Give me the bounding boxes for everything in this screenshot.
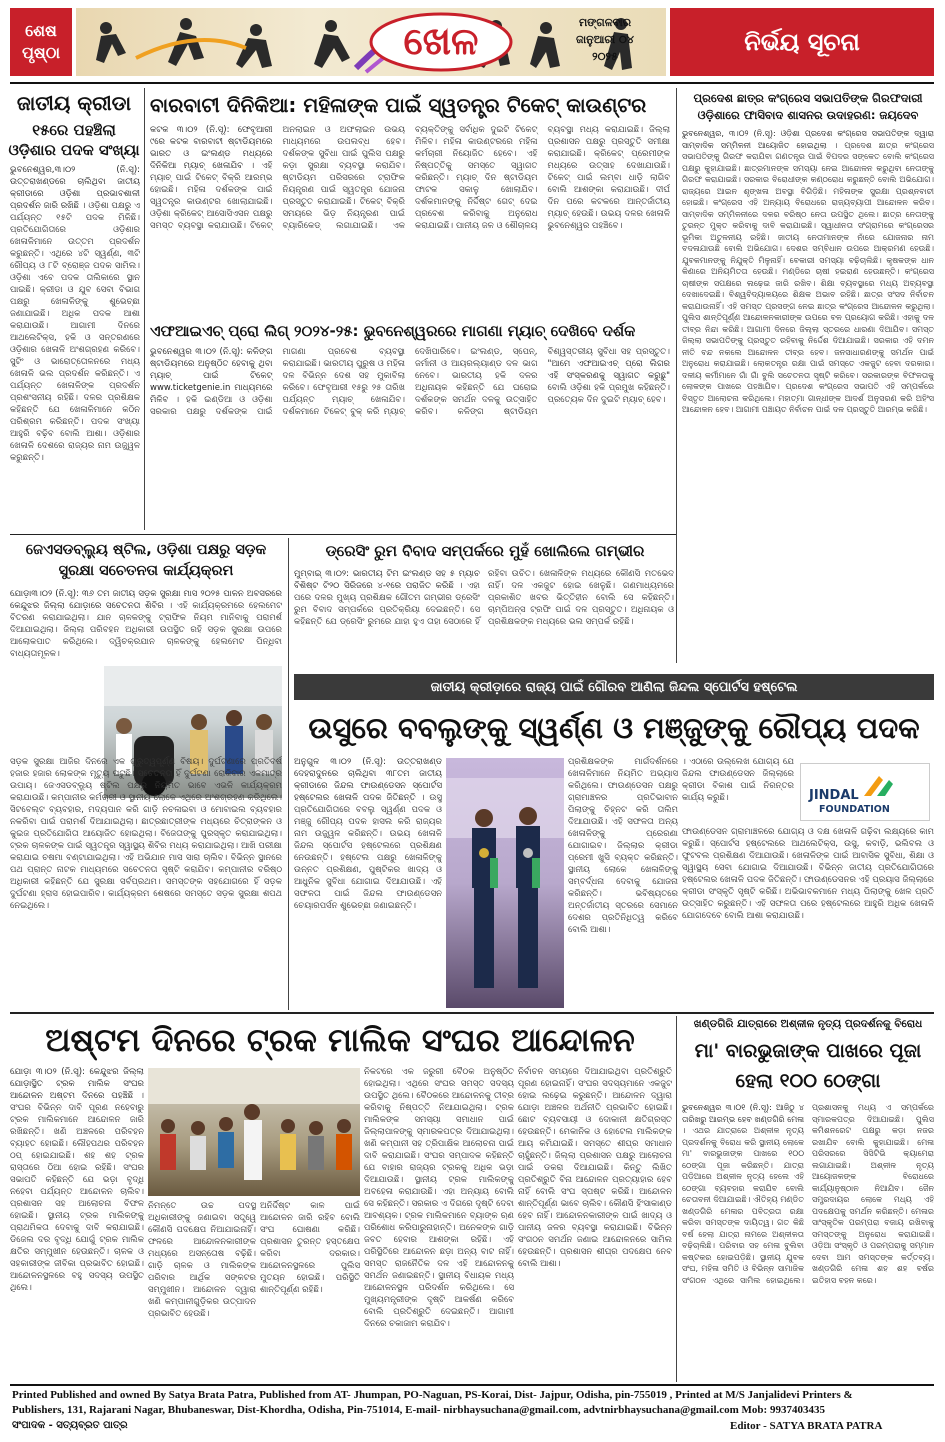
jindal-logo-sub: FOUNDATION	[819, 804, 890, 815]
truck-body-mid2: ଅନିର୍ଦ୍ଦିଷ୍ଟ କାଳ ପାଇଁ ଆନ୍ଦୋଳନ ଜାରି ରହିବ ବୋଲି ସଂଘ ଘୋଷଣା କରିଛି। ପ୍ରଶାସନ ତୁରନ୍ତ ହସ୍ତକ୍ଷେପ କରିବା ଦରକାର। ଆନ୍ଦୋଳନସ୍ଥଳରେ ପୁଲିସ ମୁତୟନ ହୋଇଛି। ପରିସ୍ଥିତି ଶାନ୍ତିପୂର୍ଣ୍ଣ ରହିଛି।	[260, 1201, 360, 1295]
paper-name: ନିର୍ଭୟ ସୂଚନା	[670, 8, 934, 76]
jindal-body-right2: ଫାଉଣ୍ଡେସନ ଗ୍ରାମାଞ୍ଚଳରେ ଯୋଗ୍ୟ ଓ ଦକ୍ଷ ଖେଳାଳି ଗଢ଼ିବା ଲକ୍ଷ୍ୟରେ କାମ କରୁଛି। ସ୍ପୋର୍ଟସ ହଷ୍ଟେଲରେ ଆଥଲେଟିକ୍ସ, ଉସୁ, କବାଡ଼ି, ଭଲିବଲ ଓ ଫୁଟବଲ ପ୍ରଶିକ୍ଷଣ ଦିଆଯାଉଛି। ଖେଳାଳିଙ୍କ ପାଇଁ ଆବାସିକ ସୁବିଧା, ଶିକ୍ଷା ଓ ସ୍ୱାସ୍ଥ୍ୟ ସେବା ଯୋଗାଇ ଦିଆଯାଉଛି। ବିଭିନ୍ନ ଜାତୀୟ ପ୍ରତିଯୋଗିତାରେ ହଷ୍ଟେଲର ଖେଳାଳି ପଦକ ଜିତିଛନ୍ତି। ଫାଉଣ୍ଡେସନର ଏହି ପ୍ରୟାସ ଜିଲ୍ଲାରେ କ୍ରୀଡା ସଂସ୍କୃତି ସୃଷ୍ଟି କରିଛି। ଅଭିଭାବକମାନେ ମଧ୍ୟ ପିଲାଙ୍କୁ ଖେଳ ପ୍ରତି ଉତ୍ସାହିତ କରୁଛନ୍ତି। ଏହି ସଫଳତା ପରେ ହଷ୍ଟେଲରେ ଆହୁରି ଅଧିକ ଖେଳାଳି ଯୋଗଦେବେ ବୋଲି ଆଶା କରାଯାଉଛି।	[682, 827, 934, 921]
issue-date	[550, 14, 660, 65]
imprint	[12, 1388, 934, 1418]
national-games-headline: ୧୫ରେ ପହଞ୍ଚିଲା ଓଡ଼ିଶାର ପଦକ ସଂଖ୍ୟା	[8, 121, 140, 159]
gambhir-body: ମୁମ୍ବାଇ୍ ୩।୦୨: ଭାରତୀୟ ଟିମ ଇଂଲଣ୍ଡ ସହ ୫ ମ୍ୟାଚ ବିଶିଷ୍ଟ ଟି୨୦ ସିରିଜରେ ୪-୧ରେ ପରାଜିତ କରିଛି । ଏହା ପରେ ଦଳର ମୁଖ୍ୟ ପ୍ରଶିକ୍ଷକ ଗୌତମ ଗମ୍ଭୀର ଡ୍ରେସିଂ ରୁମ ବିବାଦ ସମ୍ପର୍କରେ ପ୍ରତିକ୍ରିୟା ଦେଇଛନ୍ତି। ସେ କହିଛନ୍ତି ଯେ ଡ୍ରେସିଂ ରୁମରେ ଯାହା ହୁଏ ତାହା ସେଠାରେ ହିଁ ରହିବା ଉଚିତ। ଖେଳାଳିଙ୍କ ମଧ୍ୟରେ କୌଣସି ମତଭେଦ ନାହିଁ। ଦଳ ଏକଜୁଟ ହୋଇ ଖେଳୁଛି। ଗଣମାଧ୍ୟମରେ ପ୍ରକାଶିତ ଖବର ଭିତ୍ତିହୀନ ବୋଲି ସେ କହିଛନ୍ତି। ଚାମ୍ପିଅନ୍ସ ଟ୍ରଫି ପାଇଁ ଦଳ ପ୍ରସ୍ତୁତ। ଅଧିନାୟକ ଓ ପ୍ରଶିକ୍ଷକଙ୍କ ମଧ୍ୟରେ ଭଲ ସମ୍ପର୍କ ରହିଛି।	[294, 569, 674, 627]
khandagiri-kicker: ଖଣ୍ଡଗିରି ଯାତ୍ରାରେ ଅଶ୍ଳୀଳ ନୃତ୍ୟ ପ୍ରଦର୍ଶନକୁ ବିରୋଧ	[693, 1018, 923, 1030]
editor-odia: ସଂପାଦକ - ସତ୍ୟବ୍ରତ ପାତ୍ର	[12, 1420, 128, 1431]
fih-body: ଭୁବନେଶ୍ୱର ୩।୦୨ (ନି.ସୂ): କଳିଙ୍ଗ ଷ୍ଟାଡିୟମରେ ଅନୁଷ୍ଠିତ ହେବାକୁ ଥିବା ମ୍ୟାଚ୍ ପାଇଁ ଟିକେଟ୍ www.ticketgenie.in ମାଧ୍ୟମରେ ମିଳିବ । ହକି ଇଣ୍ଡିଆ ଓ ଓଡ଼ିଶା ସରକାର ପକ୍ଷରୁ ଦର୍ଶକଙ୍କ ପାଇଁ ମାଗଣା ପ୍ରବେଶ ବ୍ୟବସ୍ଥା କରାଯାଇଛି। ଭାରତୀୟ ପୁରୁଷ ଓ ମହିଳା ଦଳ ବିଭିନ୍ନ ଦେଶ ସହ ମୁକାବିଲା କରିବେ। ଫେବୃଆରୀ ୧୫ରୁ ୨୫ ତାରିଖ ପର୍ଯ୍ୟନ୍ତ ମ୍ୟାଚ୍ ଖେଳାଯିବ। ଦର୍ଶକମାନେ ଟିକେଟ୍ ବୁକ୍ କରି ମ୍ୟାଚ୍ ଦେଖିପାରିବେ। ଇଂଲଣ୍ଡ, ସ୍ପେନ୍, ଜର୍ମାନୀ ଓ ଆୟରଲ୍ୟାଣ୍ଡ ଦଳ ଭାଗ ନେବେ। ଭାରତୀୟ ହକି ଦଳର ଅଧିନାୟକ କହିଛନ୍ତି ଯେ ଘରୋଇ ଦର୍ଶକଙ୍କ ସମର୍ଥନ ଦଳକୁ ଉତ୍ସାହିତ କରିବ। କଳିଙ୍ଗ ଷ୍ଟାଡିୟମ ବିଶ୍ୱସ୍ତରୀୟ ସୁବିଧା ସହ ପ୍ରସ୍ତୁତ। "ଆମେ ଏଫଆଇଏଚ୍ ପ୍ରୋ ଲିଗର ଏହି ସଂସ୍କରଣକୁ ସ୍ୱାଗତ କରୁଛୁ" ବୋଲି ଓଡ଼ିଶା ହକି ପ୍ରମୁଖ କହିଛନ୍ତି। ପ୍ରତ୍ୟେକ ଦିନ ଦୁଇଟି ମ୍ୟାଚ୍ ହେବ।	[150, 347, 670, 417]
truck-body-col4: ନିର୍ବାଚନ ସମୟରେ ଦିଆଯାଇଥିବା ପ୍ରତିଶ୍ରୁତି ପୂରଣ ହୋଇନାହିଁ। ସଂଘର ସଦସ୍ୟମାନେ ଏକଜୁଟ ହୋଇ ଲଢ଼େଇ କରୁଛନ୍ତି। ଆନ୍ଦୋଳନ ଦ୍ୱାରା ଯୋଡ଼ା ଅଞ୍ଚଳର ଅର୍ଥନୀତି ପ୍ରଭାବିତ ହୋଇଛି। ଛୋଟ ବ୍ୟବସାୟୀ ଓ ଦୋକାନୀ କ୍ଷତିଗ୍ରସ୍ତ ହେଉଛନ୍ତି। ମେକାନିକ ଓ ହୋଟେଲ ମାଲିକଙ୍କ ଆୟ କମିଯାଇଛି। ସମସ୍ତେ ଶୀଘ୍ର ସମାଧାନ ଚାହୁଁଛନ୍ତି। ଜିଲ୍ଲା ପ୍ରଶାସନ ପକ୍ଷରୁ ଆଲୋଚନା ପାଇଁ ଡକରା ଦିଆଯାଇଛି। କିନ୍ତୁ ଲିଖିତ ପ୍ରତିଶ୍ରୁତି ବିନା ଆନ୍ଦୋଳନ ପ୍ରତ୍ୟାହାର ହେବ ନାହିଁ ବୋଲି ସଂଘ ସ୍ପଷ୍ଟ କରିଛି। ଆନ୍ଦୋଳନ ଶାନ୍ତିପୂର୍ଣ୍ଣ ଭାବେ ଚାଲିବ। କୌଣସି ହିଂସାକାଣ୍ଡ ହେବ ନାହିଁ। ଆନ୍ଦୋଳନକାରୀଙ୍କ ପାଇଁ ଖାଦ୍ୟ ଓ ପାନୀୟ ଜଳର ବ୍ୟବସ୍ଥା କରାଯାଇଛି। ବିଭିନ୍ନ ସଂଗଠନ ସମର୍ଥନ ଜଣାଇ ଆନ୍ଦୋଳନରେ ସାମିଲ ହେଉଛନ୍ତି। ପ୍ରଶାସନ ଶୀଘ୍ର ପଦକ୍ଷେପ ନେବ ବୋଲି ଆଶା।	[518, 1067, 672, 1269]
truck-strike-headline: ଅଷ୍ଟମ ଦିନରେ ଟ୍ରକ ମାଲିକ ସଂଘର ଆନ୍ଦୋଳନ	[45, 1021, 635, 1059]
jindal-logo-text: JINDAL	[809, 788, 859, 803]
jindal-foundation-logo	[800, 763, 930, 821]
truck-meeting-photo	[148, 1068, 360, 1196]
issue-day: ମଙ୍ଗଳବାର	[578, 16, 632, 29]
khandagiri-headline: ମା' ବାରଭୁଜାଙ୍କ ପାଖରେ ପୂଜା ହେଲା ୧୦୦ ଠେଙ୍ଗା	[694, 1040, 922, 1092]
truck-body-col3: ନିକଟରେ ଏକ ଜରୁରୀ ବୈଠକ ଅନୁଷ୍ଠିତ ହୋଇଥିଲା। ଏଥିରେ ସଂଘର ସମସ୍ତ ସଦସ୍ୟ ଉପସ୍ଥିତ ଥିଲେ। ବୈଠକରେ ଆନ୍ଦୋଳନକୁ ତୀବ୍ର କରିବାକୁ ନିଷ୍ପତ୍ତି ନିଆଯାଇଥିଲା। ଟ୍ରକ ମାଲିକଙ୍କ ସମସ୍ୟା ସମାଧାନ ପାଇଁ ଜିଲ୍ଲାପାଳଙ୍କୁ ସ୍ମାରକପତ୍ର ଦିଆଯାଇଥିଲା। ଖଣି କମ୍ପାନୀ ସହ ତ୍ରିପାକ୍ଷିକ ଆଲୋଚନା ପାଇଁ ଦାବି କରାଯାଇଛି। ସଂଘର ସମ୍ପାଦକ କହିଛନ୍ତି ଯେ ବାହାର ରାଜ୍ୟର ଟ୍ରକକୁ ଅଧିକ ଭଡ଼ା ଦିଆଯାଉଛି। ସ୍ଥାନୀୟ ଟ୍ରକ ମାଲିକଙ୍କୁ ଅବହେଳା କରାଯାଉଛି। ଏହା ଅନ୍ୟାୟ ବୋଲି ସେ କହିଛନ୍ତି। ସରକାର ଏ ଦିଗରେ ଦୃଷ୍ଟି ଦେବା ଆବଶ୍ୟକ। ଟ୍ରକ ମାଲିକମାନେ ବ୍ୟାଙ୍କ ଋଣ ପରିଶୋଧ କରିପାରୁନାହାନ୍ତି। ଅନେକଙ୍କ ଗାଡ଼ି ଜବତ ହେବାର ଆଶଙ୍କା ରହିଛି। ଏହି ପରିସ୍ଥିତିରେ ଆନ୍ଦୋଳନ ଛଡ଼ା ଅନ୍ୟ ବାଟ ନାହିଁ। ସମସ୍ତ ରାଜନୈତିକ ଦଳ ଏହି ଆନ୍ଦୋଳନକୁ ସମର୍ଥନ ଜଣାଇଛନ୍ତି। ସ୍ଥାନୀୟ ବିଧାୟକ ମଧ୍ୟ ଆନ୍ଦୋଳନସ୍ଥଳ ପରିଦର୍ଶନ କରିଥିଲେ। ସେ ମୁଖ୍ୟମନ୍ତ୍ରୀଙ୍କ ଦୃଷ୍ଟି ଆକର୍ଷଣ କରିବେ ବୋଲି ପ୍ରତିଶ୍ରୁତି ଦେଇଛନ୍ତି। ଆଗାମୀ ଦିନରେ ଚକାଜାମ କରାଯିବ।	[364, 1067, 514, 1329]
congress-body: ଭୁବନେଶ୍ୱର, ୩।୦୨ (ନି.ସୂ): ଓଡ଼ିଶା ପ୍ରଦେଶ କଂଗ୍ରେସ ସଭାପତିଙ୍କ ଦ୍ୱାରା ସାମ୍ବାଦିକ ସମ୍ମିଳନୀ ଆୟୋଜିତ ହୋଇଥିଲା । ପ୍ରଦେଶ ଛାତ୍ର କଂଗ୍ରେସ ସଭାପତିଙ୍କୁ ଗିରଫ କରାଯିବା ଗଣତନ୍ତ୍ର ପାଇଁ ବିପଦର ସଙ୍କେତ ବୋଲି କଂଗ୍ରେସ ପକ୍ଷରୁ କୁହାଯାଇଛି। ଛାତ୍ରମାନଙ୍କ ସମସ୍ୟା ନେଇ ଆନ୍ଦୋଳନ କରୁଥିବା ନେତାଙ୍କୁ ଗିରଫ କରାଯାଇଛି। ସରକାର ବିରୋଧୀଙ୍କ କଣ୍ଠରୋଧ କରୁଛନ୍ତି ବୋଲି ଅଭିଯୋଗ। ରାଜ୍ୟରେ ଆଇନ ଶୃଙ୍ଖଳା ଅବସ୍ଥା ବିଗିଡ଼ିଛି। ମହିଳାଙ୍କ ସୁରକ୍ଷା ପ୍ରଶ୍ନବାଚୀ ହୋଇଛି। କଂଗ୍ରେସ ଏହି ଅନ୍ୟାୟ ବିରୋଧରେ ରାଜ୍ୟବ୍ୟାପୀ ଆନ୍ଦୋଳନ କରିବ। ସାମ୍ବାଦିକ ସମ୍ମିଳନୀରେ ଦଳର ବରିଷ୍ଠ ନେତା ଉପସ୍ଥିତ ଥିଲେ। ଛାତ୍ର ନେତାଙ୍କୁ ତୁରନ୍ତ ମୁକ୍ତ କରିବାକୁ ଦାବି କରାଯାଇଛି। ସ୍ୱାଧୀନତା ସଂଗ୍ରାମରେ କଂଗ୍ରେସର ଭୂମିକା ଅତୁଳନୀୟ ରହିଛି। ଜାତୀୟ ନେତାମାନଙ୍କ ନାଁରେ ଯୋଜନାର ନାମ ବଦଳାଯାଉଛି ବୋଲି ଅଭିଯୋଗ। ଦେଶର ସମ୍ବିଧାନ ଉପରେ ଆକ୍ରମଣ ହେଉଛି। ଯୁବକମାନଙ୍କୁ ନିଯୁକ୍ତି ମିଳୁନାହିଁ। ବେକାରୀ ସମସ୍ୟା ବଢ଼ିଚାଲିଛି। କୃଷକଙ୍କ ଧାନ କିଣାରେ ଅନିୟମିତତା ହେଉଛି। ମଣ୍ଡିରେ ଚାଷୀ ହଇରାଣ ହେଉଛନ୍ତି। କଂଗ୍ରେସ ଚାଷୀଙ୍କ ସପକ୍ଷରେ ଲଢ଼େଇ ଜାରି ରଖିବ। ଶିକ୍ଷା ବ୍ୟବସ୍ଥାରେ ମଧ୍ୟ ଅବ୍ୟବସ୍ଥା ଦେଖାଦେଇଛି। ବିଶ୍ୱବିଦ୍ୟାଳୟରେ ଶିକ୍ଷକ ଅଭାବ ରହିଛି। ଛାତ୍ର ସଂସଦ ନିର୍ବାଚନ କରାଯାଉନାହିଁ। ଏହି ସମସ୍ତ ପ୍ରସଙ୍ଗ ନେଇ ଛାତ୍ର କଂଗ୍ରେସ ଆନ୍ଦୋଳନ କରୁଥିଲା। ପୁଲିସ ଶାନ୍ତିପୂର୍ଣ୍ଣ ଆନ୍ଦୋଳନକାରୀଙ୍କ ଉପରେ ବଳ ପ୍ରୟୋଗ କରିଛି। ଏହାକୁ ଦଳ ତୀବ୍ର ନିନ୍ଦା କରିଛି। ଆଗାମୀ ଦିନରେ ଜିଲ୍ଲା ସ୍ତରରେ ଧାରଣା ଦିଆଯିବ। ସମସ୍ତ ଜିଲ୍ଲା ସଭାପତିଙ୍କୁ ପ୍ରସ୍ତୁତ ରହିବାକୁ ନିର୍ଦ୍ଦେଶ ଦିଆଯାଇଛି। ସରକାର ଏହି ଦମନ ନୀତି ବନ୍ଦ ନକଲେ ଆନ୍ଦୋଳନ ତୀବ୍ର ହେବ। ଜନସାଧାରଣଙ୍କୁ ସମର୍ଥନ ପାଇଁ ଅନୁରୋଧ କରାଯାଇଛି। ଲୋକତନ୍ତ୍ର ରକ୍ଷା ପାଇଁ ସମସ୍ତେ ଏକଜୁଟ ହେବା ଦରକାର। ଦଳୀୟ କର୍ମୀମାନେ ଗାଁ ଗାଁ ବୁଲି ସଚେତନତା ସୃଷ୍ଟି କରିବେ। ସରକାରଙ୍କ ବିଫଳତାକୁ ଲୋକଙ୍କ ପାଖରେ ପହଞ୍ଚାଯିବ। ପ୍ରଦେଶ କଂଗ୍ରେସ ସଭାପତି ଏହି ସମ୍ପର୍କରେ ବିସ୍ତୃତ ଆଲୋଚନା କରିଥିଲେ। ମହାତ୍ମା ଗାନ୍ଧୀଙ୍କ ଆଦର୍ଶ ଅନୁସରଣ କରି ଅହିଂସ ଆନ୍ଦୋଳନ ହେବ। ଆଗାମୀ ପଞ୍ଚାୟତ ନିର୍ବାଚନ ପାଇଁ ଦଳ ପ୍ରସ୍ତୁତି ଆରମ୍ଭ କରିଛି।	[682, 129, 934, 414]
jsw-headline: ଜେଏସଡବ୍ଲ୍ୟୁ ଷ୍ଟିଲ, ଓଡ଼ିଶା ପକ୍ଷରୁ ସଡ଼କ ସୁରକ୍ଷା ସଚେତନତା କାର୍ଯ୍ୟକ୍ରମ	[25, 542, 267, 579]
jsw-body: ଯୋଡ଼ା୩।୦୨ (ନି.ସୂ): ୩୬ ତମ ଜାତୀୟ ସଡ଼କ ସୁରକ୍ଷା ମାସ ୨୦୨୫ ପାଳନ ଅବସରରେ କେନ୍ଦୁଝର ଜିଲ୍ଲା ଯୋଡ଼ାରେ ସଚେତନତା ଶିବିର । ଏହି କାର୍ଯ୍ୟକ୍ରମରେ ହେଲମେଟ ବିତରଣ କରାଯାଇଥିଲା। ଯାନ ଚାଳକଙ୍କୁ ଟ୍ରାଫିକ ନିୟମ ମାନିବାକୁ ପରାମର୍ଶ ଦିଆଯାଇଥିଲା। ଜିଲ୍ଲା ପରିବହନ ଅଧିକାରୀ ଉପସ୍ଥିତ ରହି ସଡ଼କ ସୁରକ୍ଷା ଉପରେ ଆଲୋକପାତ କରିଥିଲେ। ଦ୍ୱିଚକ୍ରଯାନ ଚାଳକଙ୍କୁ ହେଲମେଟ ପିନ୍ଧିବା ବାଧ୍ୟତାମୂଳକ। ସଡ଼କ ସୁରକ୍ଷା ଆଜିର ଦିନରେ ଏକ ଗୁରୁତ୍ୱପୂର୍ଣ୍ଣ ବିଷୟ। ଦୁର୍ଘଟଣାରେ ପ୍ରତିବର୍ଷ ହଜାର ହଜାର ଲୋକଙ୍କ ମୃତ୍ୟୁ ଘଟୁଛି। ସଚେତନତା ହିଁ ଦୁର୍ଘଟଣା ରୋକିବାର ଏକମାତ୍ର ଉପାୟ। ଜେଏସଡବ୍ଲ୍ୟୁ ଷ୍ଟିଲ ପକ୍ଷରୁ ନିୟମିତ ଭାବେ ଏଭଳି କାର୍ଯ୍ୟକ୍ରମ କରାଯାଉଛି। କମ୍ପାନୀର କର୍ମଚାରୀ ଓ ସ୍ଥାନୀୟ ଲୋକେ ଏଥିରେ ଅଂଶଗ୍ରହଣ କରିଥିଲେ। ସିଟବେଲ୍ଟ ବ୍ୟବହାର, ମଦ୍ୟପାନ କରି ଗାଡ଼ି ନଚଳାଇବା ଓ ମୋବାଇଲ ବ୍ୟବହାର ନକରିବା ପାଇଁ ପରାମର୍ଶ ଦିଆଯାଇଥିଲା। ଛାତ୍ରଛାତ୍ରୀଙ୍କ ମଧ୍ୟରେ ଚିତ୍ରାଙ୍କନ ଓ କୁଇଜ ପ୍ରତିଯୋଗିତା ଆୟୋଜିତ ହୋଇଥିଲା। ବିଜେତାଙ୍କୁ ପୁରସ୍କୃତ କରାଯାଇଥିଲା। ଟ୍ରକ ଚାଳକଙ୍କ ପାଇଁ ସ୍ୱତନ୍ତ୍ର ସ୍ୱାସ୍ଥ୍ୟ ଶିବିର ମଧ୍ୟ କରାଯାଇଥିଲା। ଆଖି ପରୀକ୍ଷା କରାଯାଇ ଚଷମା ବଣ୍ଟାଯାଇଥିଲା। ଏହି ଅଭିଯାନ ମାସ ସାରା ଚାଲିବ। ବିଭିନ୍ନ ସ୍ଥାନରେ ପଥ ପ୍ରାନ୍ତ ନାଟକ ମାଧ୍ୟମରେ ସଚେତନତା ସୃଷ୍ଟି କରାଯିବ। କମ୍ପାନୀର ବରିଷ୍ଠ ଅଧିକାରୀ କହିଛନ୍ତି ଯେ ସୁରକ୍ଷା ସର୍ବପ୍ରଥମ। ସମସ୍ତଙ୍କ ସହଯୋଗରେ ହିଁ ସଡ଼କ ଦୁର୍ଘଟଣା ହ୍ରାସ ହୋଇପାରିବ। କାର୍ଯ୍ୟକ୍ରମ ଶେଷରେ ସମସ୍ତେ ସଡ଼କ ସୁରକ୍ଷା ଶପଥ ନେଇଥିଲେ।	[10, 589, 282, 911]
imprint-line-2: Publishers, 131, Rajarani Nagar, Bhubaneswar, Dist-Khordha, Odisha, Pin-751014, E-mail- nirbhaysuchana@gmail.com, advtnirbhaysuchana@gmail.com Mob: 9937403435	[12, 1404, 825, 1416]
jindal-body-mid: ପ୍ରଶିକ୍ଷକଙ୍କ ମାର୍ଗଦର୍ଶନରେ ଖେଳାଳିମାନେ ନିୟମିତ ଅଭ୍ୟାସ କରିଥିଲେ। ଫାଉଣ୍ଡେସନ ପକ୍ଷରୁ ଗ୍ରାମାଞ୍ଚଳର ପ୍ରତିଭାବାନ ପିଲାଙ୍କୁ ଚିହ୍ନଟ କରି ତାଲିମ ଦିଆଯାଉଛି। ଏହି ସଫଳତା ଅନ୍ୟ ଖେଳାଳିଙ୍କୁ ପ୍ରେରଣା ଯୋଗାଇବ। ଜିଲ୍ଲାର କ୍ରୀଡା ପ୍ରେମୀ ଖୁସି ବ୍ୟକ୍ତ କରିଛନ୍ତି। ସ୍ଥାନୀୟ ଲୋକେ ଖେଳାଳିଙ୍କୁ ସମ୍ବର୍ଦ୍ଧନା ଦେବାକୁ ଯୋଜନା କରିଛନ୍ତି। ଭବିଷ୍ୟତରେ ଅନ୍ତର୍ଜାତୀୟ ସ୍ତରରେ ସେମାନେ ଦେଶର ପ୍ରତିନିଧିତ୍ୱ କରିବେ ବୋଲି ଆଶା।	[568, 757, 678, 935]
jindal-body-left: ଅନୁଗୁଳ ୩।୦୨ (ନି.ସୂ): ଉତ୍ତରାଖଣ୍ଡ ଦେହରାଦୁନରେ ଚାଲିଥିବା ୩୮ତମ ଜାତୀୟ କ୍ରୀଡାରେ ଜିନ୍ଦଲ ଫାଉଣ୍ଡେସନ ସ୍ପୋର୍ଟସ ହଷ୍ଟେଲର ଖେଳାଳି ପଦକ ଜିତିଛନ୍ତି । ଉସୁ ପ୍ରତିଯୋଗିତାରେ ବବଲୁ ସ୍ୱର୍ଣ୍ଣ ପଦକ ଓ ମଞ୍ଜୁ ରୌପ୍ୟ ପଦକ ହାସଲ କରି ରାଜ୍ୟର ନାମ ଉଜ୍ଜ୍ୱଳ କରିଛନ୍ତି। ଉଭୟ ଖେଳାଳି ଜିନ୍ଦଲ ସ୍ପୋର୍ଟସ ହଷ୍ଟେଲରେ ପ୍ରଶିକ୍ଷଣ ନେଉଛନ୍ତି। ହଷ୍ଟେଲ ପକ୍ଷରୁ ଖେଳାଳିଙ୍କୁ ଉନ୍ନତ ପ୍ରଶିକ୍ଷଣ, ପୁଷ୍ଟିକର ଖାଦ୍ୟ ଓ ଆଧୁନିକ ସୁବିଧା ଯୋଗାଇ ଦିଆଯାଉଛି। ଏହି ସଫଳତା ପାଇଁ ଜିନ୍ଦଲ ଫାଉଣ୍ଡେସନ ଚେୟାରପର୍ସନ ଶୁଭେଚ୍ଛା ଜଣାଇଛନ୍ତି।	[294, 757, 442, 911]
jindal-banner: ଜାତୀୟ କ୍ରୀଡ଼ାରେ ରାଜ୍ୟ ପାଇଁ ଗୌରବ ଆଣିଲା ଜିନ୍ଦଲ ସ୍ପୋର୍ଟସ ହଷ୍ଟେଲ	[294, 674, 934, 700]
truck-body-mid1: ନିମନ୍ତେ ଉଚ୍ଚ ପଦସ୍ଥ ଅଧିକାରୀଙ୍କୁ ଜଣାଇବା ସତ୍ତ୍ୱେ କୌଣସି ପଦକ୍ଷେପ ନିଆଯାଇନାହିଁ। ଫଳରେ ଆନ୍ଦୋଳନକାରୀଙ୍କ ମଧ୍ୟରେ ଅସନ୍ତୋଷ ବଢ଼ିଛି। ଗାଡ଼ି ଚାଳକ ଓ ମାଲିକଙ୍କ ପରିବାର ଆର୍ଥିକ ସଙ୍କଟର ସମ୍ମୁଖୀନ। ଆନ୍ଦୋଳନ ଦ୍ୱାରା ଖଣି କମ୍ପାନୀଗୁଡ଼ିକର ଉତ୍ପାଦନ ପ୍ରଭାବିତ ହେଉଛି।	[148, 1201, 256, 1319]
editor-english: Editor - SATYA BRATA PATRA	[730, 1420, 883, 1432]
fih-headline: ଏଫଆଇଏଚ୍ ପ୍ରୋ ଲିଗ୍ ୨୦୨୪-୨୫: ଭୁବନେଶ୍ୱରରେ ମାଗଣା ମ୍ୟାଚ୍ ଦେଖିବେ ଦର୍ଶକ	[150, 322, 636, 340]
jindal-body-right: । ଏଠାରେ ଉଲ୍ଲେଖ ଯୋଗ୍ୟ ଯେ ଜିନ୍ଦଲ ଫାଉଣ୍ଡେସନ ଜିଲ୍ଲାରେ କ୍ରୀଡା ବିକାଶ ପାଇଁ ନିରନ୍ତର କାର୍ଯ୍ୟ କରୁଛି।	[682, 757, 794, 803]
gambhir-headline: ଡ୍ରେସିଂ ରୁମ ବିବାଦ ସମ୍ପର୍କରେ ମୁହଁ ଖୋଲିଲେ ଗମ୍ଭୀର	[325, 542, 645, 560]
national-games-body: ଭୁବନେଶ୍ୱର,୩।୦୨ (ନି.ସୂ): ଉତ୍ତରାଖଣ୍ଡରେ ଚାଲିଥିବା ଜାତୀୟ କ୍ରୀଡାରେ ଓଡ଼ିଶା ପ୍ରଭାବଶାଳୀ ପ୍ରଦର୍ଶନ ଜାରି ରଖିଛି । ଓଡ଼ିଶା ପକ୍ଷରୁ ଏ ପର୍ଯ୍ୟନ୍ତ ୧୫ଟି ପଦକ ମିଳିଛି। ପ୍ରତିଯୋଗିତାରେ ଓଡ଼ିଶାର ଖେଳାଳିମାନେ ଉତ୍ତମ ପ୍ରଦର୍ଶନ କରୁଛନ୍ତି। ଏଥିରେ ୪ଟି ସ୍ୱର୍ଣ୍ଣ, ୩ଟି ରୌପ୍ୟ ଓ ୮ଟି ବ୍ରୋଞ୍ଜ ପଦକ ସାମିଲ। ଓଡ଼ିଶା ଏବେ ପଦକ ତାଲିକାରେ ସ୍ଥାନ ପାଇଛି। କ୍ରୀଡା ଓ ଯୁବ ସେବା ବିଭାଗ ପକ୍ଷରୁ ଖେଳାଳିଙ୍କୁ ଶୁଭେଚ୍ଛା ଜଣାଯାଇଛି। ଅଧିକ ପଦକ ଆଶା କରାଯାଉଛି। ଆଗାମୀ ଦିନରେ ଆଥଲେଟିକ୍ସ, ହକି ଓ ସନ୍ତରଣରେ ଓଡ଼ିଶାର ଖେଳାଳି ଅଂଶଗ୍ରହଣ କରିବେ। ସୁଟିଂ ଓ ଭାରୋତ୍ତୋଳନରେ ମଧ୍ୟ ଖେଳାଳି ଭଲ ପ୍ରଦର୍ଶନ କରିଛନ୍ତି। ଏ ପର୍ଯ୍ୟନ୍ତ ଖେଳାଳିଙ୍କ ପ୍ରଦର୍ଶନ ପ୍ରଶଂସନୀୟ ରହିଛି। ଦଳର ପ୍ରଶିକ୍ଷକ କହିଛନ୍ତି ଯେ ଖେଳାଳିମାନେ କଠିନ ପରିଶ୍ରମ କରିଛନ୍ତି। ପଦକ ସଂଖ୍ୟା ଆହୁରି ବଢ଼ିବ ବୋଲି ଆଶା। ଓଡ଼ିଶାର ଖେଳାଳି ଦେଶରେ ରାଜ୍ୟର ନାମ ଉଜ୍ଜ୍ୱଳ କରୁଛନ୍ତି।	[10, 165, 140, 463]
national-games-kicker: ଜାତୀୟ କ୍ରୀଡା	[16, 91, 132, 115]
congress-headline: ପ୍ରଦେଶ ଛାତ୍ର କଂଗ୍ରେସ ସଭାପତିଙ୍କ ଗିରଫଦାରୀ ଓଡ଼ିଶାରେ ଫାସିବାଦ ଶାସନର ଉଦାହରଣ: ଜୟଦେବ	[693, 91, 923, 122]
jindal-medalists-photo	[446, 758, 564, 1008]
issue-year: ୨୦୨୫	[592, 50, 618, 63]
imprint-line-1: Printed Published and owned By Satya Brata Patra, Published from AT- Jhumpan, PO-Naguan, PS-Korai, Dist- Jajpur, Odisha, pin-755019 , Printed at M/S Janjalidevi Printers &	[12, 1389, 853, 1401]
section-title: ଖେଳ	[403, 19, 479, 63]
issue-month-day: ଜାନୁଆରୀ ୦୪	[576, 33, 634, 46]
barabati-headline: ବାରବାଟୀ ଦିନିକିଆ: ମହିଳାଙ୍କ ପାଇଁ ସ୍ୱତନ୍ତ୍ର ଟିକେଟ୍ କାଉଣ୍ଟର	[150, 93, 647, 117]
truck-body-left: ଯୋଡ଼ା ୩।୦୨ (ନି.ସୂ): କେନ୍ଦୁଝର ଜିଲ୍ଲା ଯୋଡ଼ାସ୍ଥିତ ଟ୍ରକ ମାଲିକ ସଂଘର ଆନ୍ଦୋଳନ ଅଷ୍ଟମ ଦିନରେ ପହଞ୍ଚିଛି । ସଂଘର ବିଭିନ୍ନ ଦାବି ପୂରଣ ନହେବାରୁ ଟ୍ରକ ମାଲିକମାନେ ଆନ୍ଦୋଳନ ଜାରି ରଖିଛନ୍ତି। ଖଣି ଅଞ୍ଚଳରେ ପରିବହନ ବ୍ୟାହତ ହୋଇଛି। ଲୌହପଥର ପରିବହନ ଠପ୍ ହୋଇଯାଇଛି। ଶହ ଶହ ଟ୍ରକ ରାସ୍ତାରେ ଠିଆ ହୋଇ ରହିଛି। ସଂଘର ସଭାପତି କହିଛନ୍ତି ଯେ ଭଡ଼ା ବୃଦ୍ଧି ନହେବା ପର୍ଯ୍ୟନ୍ତ ଆନ୍ଦୋଳନ ଚାଲିବ। ପ୍ରଶାସନ ସହ ଆଲୋଚନା ବିଫଳ ହୋଇଛି। ସ୍ଥାନୀୟ ଟ୍ରକ ମାଲିକଙ୍କୁ ପ୍ରାଥମିକତା ଦେବାକୁ ଦାବି କରାଯାଇଛି। ଡିଜେଲ ଦର ବୃଦ୍ଧି ଯୋଗୁଁ ଟ୍ରକ ମାଲିକ କ୍ଷତିର ସମ୍ମୁଖୀନ ହେଉଛନ୍ତି। ଚାଳକ ଓ ସହକାରୀଙ୍କ ଜୀବିକା ପ୍ରଭାବିତ ହୋଇଛି। ଆନ୍ଦୋଳନସ୍ଥଳରେ ବହୁ ସଦସ୍ୟ ଉପସ୍ଥିତ ଥିଲେ।	[10, 1067, 144, 1293]
masthead-banner	[76, 8, 666, 76]
section-label: ଶେଷ ପୃଷ୍ଠା	[10, 8, 72, 76]
jindal-logo-icon	[859, 770, 899, 800]
jindal-medals-headline: ଉସୁରେ ବବଲୁଙ୍କୁ ସ୍ୱର୍ଣ୍ଣ ଓ ମଞ୍ଜୁଙ୍କୁ ରୌପ୍ୟ ପଦକ	[308, 711, 920, 745]
barabati-body: କଟକ ୩।୦୨ (ନି.ସୂ): ଫେବୃଆରୀ ୯ରେ କଟକ ବାରବାଟୀ ଷ୍ଟାଡିୟମରେ ଭାରତ ଓ ଇଂଲଣ୍ଡ ମଧ୍ୟରେ ଦିନିକିଆ ମ୍ୟାଚ୍ ଖେଳାଯିବ । ଏହି ମ୍ୟାଚ୍ ପାଇଁ ଟିକେଟ୍ ବିକ୍ରି ଆରମ୍ଭ ହୋଇଛି। ମହିଳା ଦର୍ଶକଙ୍କ ପାଇଁ ସ୍ୱତନ୍ତ୍ର କାଉଣ୍ଟର ଖୋଲାଯାଇଛି। ଓଡ଼ିଶା କ୍ରିକେଟ୍ ଆସୋସିଏସନ ପକ୍ଷରୁ ସମସ୍ତ ବ୍ୟବସ୍ଥା କରାଯାଉଛି। ଟିକେଟ୍ ଅନଲାଇନ ଓ ଅଫଲାଇନ ଉଭୟ ମାଧ୍ୟମରେ ଉପଲବ୍ଧ ହେବ। ଦର୍ଶକଙ୍କ ସୁବିଧା ପାଇଁ ପୁଲିସ ପକ୍ଷରୁ କଡ଼ା ସୁରକ୍ଷା ବ୍ୟବସ୍ଥା କରାଯିବ। ଷ୍ଟାଡିୟମ ପରିସରରେ ଟ୍ରାଫିକ ନିୟନ୍ତ୍ରଣ ପାଇଁ ସ୍ୱତନ୍ତ୍ର ଯୋଜନା ପ୍ରସ୍ତୁତ କରାଯାଇଛି। ଟିକେଟ୍ ବିକ୍ରି ସମୟରେ ଭିଡ଼ ନିୟନ୍ତ୍ରଣ ପାଇଁ ବ୍ୟାରିକେଡ୍ ଲଗାଯାଇଛି। ଏକ ବ୍ୟକ୍ତିଙ୍କୁ ସର୍ବାଧିକ ଦୁଇଟି ଟିକେଟ୍ ମିଳିବ। ମହିଳା କାଉଣ୍ଟରରେ ମହିଳା କର୍ମଚାରୀ ନିୟୋଜିତ ହେବେ। ଏହି ନିଷ୍ପତ୍ତିକୁ ସମସ୍ତେ ସ୍ୱାଗତ କରିଛନ୍ତି। ମ୍ୟାଚ୍ ଦିନ ଷ୍ଟାଡିୟମ ଫାଟକ ସକାଳୁ ଖୋଲାଯିବ। ଦର୍ଶକମାନଙ୍କୁ ନିର୍ଦ୍ଦିଷ୍ଟ ଗେଟ୍ ଦେଇ ପ୍ରବେଶ କରିବାକୁ ଅନୁରୋଧ କରାଯାଇଛି। ପାନୀୟ ଜଳ ଓ ଶୌଚାଳୟ ବ୍ୟବସ୍ଥା ମଧ୍ୟ କରାଯାଇଛି। ଜିଲ୍ଲା ପ୍ରଶାସନ ପକ୍ଷରୁ ପ୍ରସ୍ତୁତି ସମୀକ୍ଷା କରାଯାଇଛି। କ୍ରିକେଟ୍ ପ୍ରେମୀଙ୍କ ମଧ୍ୟରେ ଉତ୍ସାହ ଦେଖାଯାଉଛି। ଟିକେଟ୍ ପାଇଁ ଲମ୍ବା ଧାଡ଼ି ଲାଗିବ ବୋଲି ଆଶଙ୍କା କରାଯାଉଛି। ଦୀର୍ଘ ଦିନ ପରେ କଟକରେ ଆନ୍ତର୍ଜାତୀୟ ମ୍ୟାଚ୍ ହେଉଛି। ଉଭୟ ଦଳର ଖେଳାଳି ଭୁବନେଶ୍ୱର ପହଞ୍ଚିବେ।	[150, 125, 670, 231]
khandagiri-body: ଭୁବନେଶ୍ୱର ୩।୦୧ (ନି.ସୂ): ଆଜିଠୁ ୪ ତାରିଖରୁ ଆରମ୍ଭ ହେବ ଖଣ୍ଡଗିରି ମେଳା । ଏଥର ଯାତ୍ରାରେ ଅଶ୍ଳୀଳ ନୃତ୍ୟ ପ୍ରଦର୍ଶନକୁ ବିରୋଧ କରି ସ୍ଥାନୀୟ ଲୋକେ ମା' ବାରଭୁଜାଙ୍କ ପାଖରେ ୧୦୦ ଠେଙ୍ଗା ପୂଜା କରିଛନ୍ତି। ଯାତ୍ରା ପଡ଼ିଆରେ ଅଶ୍ଳୀଳ ନୃତ୍ୟ ହେଲେ ଏହି ଠେଙ୍ଗା ବ୍ୟବହାର କରାଯିବ ବୋଲି ଚେତାବନୀ ଦିଆଯାଇଛି। ଐତିହ୍ୟ ମଣ୍ଡିତ ଖଣ୍ଡଗିରି ମେଳାର ପବିତ୍ରତା ରକ୍ଷା କରିବା ସମସ୍ତଙ୍କ ଦାୟିତ୍ୱ। ଗତ କିଛି ବର୍ଷ ହେଲା ଯାତ୍ରା ନାମରେ ଅଶ୍ଳୀଳତା ବଢ଼ିଚାଲିଛି। ପରିବାର ସହ ମେଳା ବୁଲିବା କଷ୍ଟକର ହୋଇପଡ଼ିଛି। ସ୍ଥାନୀୟ ଯୁବକ ସଂଘ, ମହିଳା ସମିତି ଓ ବିଭିନ୍ନ ସାମାଜିକ ସଂଗଠନ ଏଥିରେ ସାମିଲ ହୋଇଥିଲେ। ପ୍ରଶାସନକୁ ମଧ୍ୟ ଏ ସମ୍ପର୍କରେ ସ୍ମାରକପତ୍ର ଦିଆଯାଇଛି। ପୁଲିସ କମିଶନରେଟ ପକ୍ଷରୁ କଡ଼ା ନଜର ରଖାଯିବ ବୋଲି କୁହାଯାଇଛି। ମେଳା ପରିସରରେ ସିସିଟିଭି କ୍ୟାମେରା ଲଗାଯାଇଛି। ଅଶ୍ଳୀଳ ନୃତ୍ୟ ଆୟୋଜକଙ୍କ ବିରୋଧରେ କାର୍ଯ୍ୟାନୁଷ୍ଠାନ ନିଆଯିବ। ଜୈନ ସମ୍ପ୍ରଦାୟର ଲୋକେ ମଧ୍ୟ ଏହି ପଦକ୍ଷେପକୁ ସମର୍ଥନ କରିଛନ୍ତି। ମେଳାର ସାଂସ୍କୃତିକ ପରମ୍ପରା ବଜାୟ ରଖିବାକୁ ସମସ୍ତଙ୍କୁ ଅନୁରୋଧ କରାଯାଇଛି। ଓଡ଼ିଆ ସଂସ୍କୃତି ଓ ପରମ୍ପରାକୁ ସମ୍ମାନ ଦେବା ଆମ ସମସ୍ତଙ୍କ କର୍ତ୍ତବ୍ୟ। ଖଣ୍ଡଗିରି ମେଳା ଶହ ଶହ ବର୍ଷର ଇତିହାସ ବହନ କରେ।	[682, 1103, 934, 1285]
